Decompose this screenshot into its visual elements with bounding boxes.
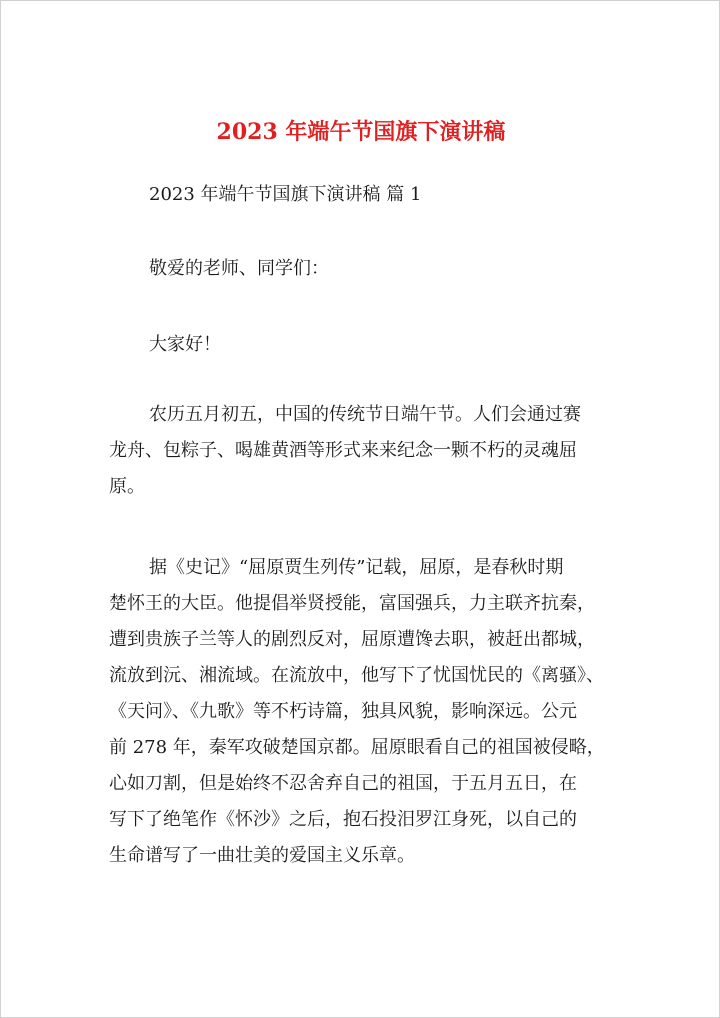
paragraph-line: 农历五月初五，中国的传统节日端午节。人们会通过赛 — [149, 404, 581, 425]
paragraph-2 — [109, 550, 619, 874]
document-title: 2023 年端午节国旗下演讲稿 — [216, 119, 506, 145]
greeting: 敬爱的老师、同学们： — [149, 258, 329, 279]
paragraph-line: 心如刀割，但是始终不忍舍弃自己的祖国，于五月五日，在 — [109, 773, 577, 794]
paragraph-line: 据《史记》“屈原贾生列传”记载，屈原，是春秋时期 — [149, 557, 564, 578]
paragraph-line: 流放到沅、湘流域。在流放中，他写下了忧国忧民的《离骚》、 — [109, 665, 604, 686]
paragraph-line: 《天问》、《九歌》等不朽诗篇，独具风貌，影响深远。公元 — [109, 701, 577, 722]
paragraph-line: 前 278 年，秦军攻破楚国京都。屈原眼看自己的祖国被侵略， — [109, 737, 605, 758]
paragraph-line: 生命谱写了一曲壮美的爱国主义乐章。 — [109, 845, 415, 866]
paragraph-line: 遭到贵族子兰等人的剧烈反对，屈原遭馋去职，被赶出都城， — [109, 629, 595, 650]
paragraph-1 — [109, 397, 619, 505]
hello-line: 大家好！ — [149, 334, 221, 355]
document-subtitle: 2023 年端午节国旗下演讲稿 篇 1 — [149, 184, 422, 205]
paragraph-line: 写下了绝笔作《怀沙》之后，抱石投汨罗江身死，以自己的 — [109, 809, 577, 830]
paragraph-line: 原。 — [109, 476, 145, 497]
paragraph-line: 楚怀王的大臣。他提倡举贤授能，富国强兵，力主联齐抗秦， — [109, 593, 595, 614]
paragraph-line: 龙舟、包粽子、喝雄黄酒等形式来来纪念一颗不朽的灵魂屈 — [109, 440, 577, 461]
